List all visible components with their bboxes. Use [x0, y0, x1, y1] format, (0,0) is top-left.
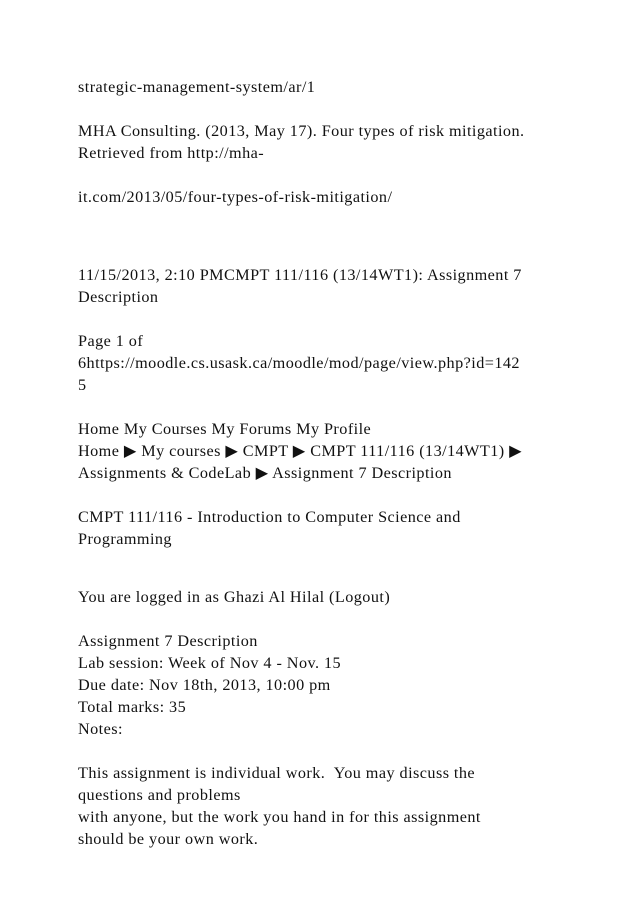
- reference-url: it.com/2013/05/four-types-of-risk-mitigation/: [78, 188, 393, 206]
- total-marks: Total marks: 35: [78, 698, 187, 716]
- page-url-cont: 5: [78, 376, 87, 394]
- reference-retrieved: Retrieved from http://mha-: [78, 144, 265, 162]
- page-number: Page 1 of: [78, 332, 144, 350]
- assignment-title: Assignment 7 Description: [78, 632, 258, 650]
- due-date: Due date: Nov 18th, 2013, 10:00 pm: [78, 676, 331, 694]
- notes-paragraph-line-3: with anyone, but the work you hand in for this assignment: [78, 808, 481, 826]
- notes-paragraph-line-4: should be your own work.: [78, 830, 259, 848]
- course-title-cont: Programming: [78, 530, 172, 548]
- print-header-cont: Description: [78, 288, 159, 306]
- reference-citation: MHA Consulting. (2013, May 17). Four types of risk mitigation.: [78, 122, 525, 140]
- notes-paragraph-line-2: questions and problems: [78, 786, 241, 804]
- breadcrumb: Home ▶ My courses ▶ CMPT ▶ CMPT 111/116 (13/14WT1) ▶: [78, 442, 523, 460]
- login-status: You are logged in as Ghazi Al Hilal (Logout): [78, 588, 391, 606]
- page-url: 6https://moodle.cs.usask.ca/moodle/mod/page/view.php?id=142: [78, 354, 520, 372]
- course-title: CMPT 111/116 - Introduction to Computer Science and: [78, 508, 461, 526]
- print-header: 11/15/2013, 2:10 PMCMPT 111/116 (13/14WT1): Assignment 7: [78, 266, 522, 284]
- lab-session: Lab session: Week of Nov 4 - Nov. 15: [78, 654, 342, 672]
- site-nav-links: Home My Courses My Forums My Profile: [78, 420, 372, 438]
- notes-heading: Notes:: [78, 720, 123, 738]
- notes-paragraph-line-1: This assignment is individual work. You may discuss the: [78, 764, 476, 782]
- reference-url-tail: strategic-management-system/ar/1: [78, 78, 316, 96]
- breadcrumb-cont: Assignments & CodeLab ▶ Assignment 7 Description: [78, 464, 452, 482]
